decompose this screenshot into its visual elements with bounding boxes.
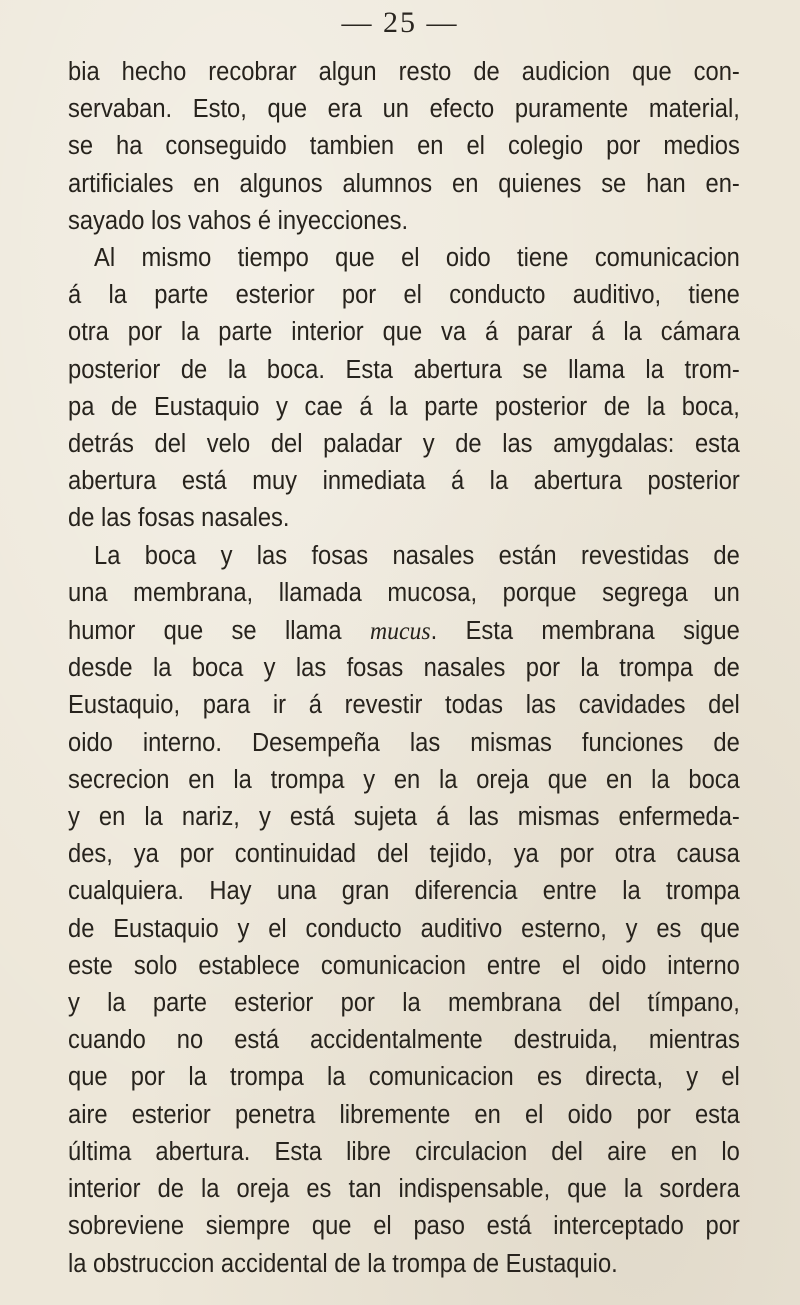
text-line: oido interno. Desempeña las mismas funciones de <box>68 728 740 757</box>
text-line: bia hecho recobrar algun resto de audicion que con- <box>68 58 740 86</box>
text-line: que por la trompa la comunicacion es directa, y el <box>68 1063 740 1092</box>
text-line: á la parte esterior por el conducto auditivo, tiene <box>68 281 740 310</box>
text-line: cualquiera. Hay una gran diferencia entre la trompa <box>68 877 740 906</box>
text-line: pa de Eustaquio y cae á la parte posterior de la boca, <box>68 392 740 421</box>
text-line: interior de la oreja es tan indispensable, que la sordera <box>68 1175 740 1204</box>
page-number: — 25 — <box>341 6 459 39</box>
text-line: este solo establece comunicacion entre el oido interno <box>68 951 740 980</box>
text-line: otra por la parte interior que va á parar á la cámara <box>68 318 740 347</box>
text-line: y la parte esterior por la membrana del tímpano, <box>68 989 740 1018</box>
text-line: detrás del velo del paladar y de las amygdalas: esta <box>68 430 740 459</box>
text-line: posterior de la boca. Esta abertura se llama la trom- <box>68 355 740 384</box>
text-line: secrecion en la trompa y en la oreja que en la boca <box>68 765 740 794</box>
text-line: La boca y las fosas nasales están revestidas de <box>94 541 740 570</box>
text-line: de las fosas nasales. <box>68 504 290 533</box>
text-line: aire esterior penetra libremente en el oido por esta <box>68 1100 740 1129</box>
text-line: Al mismo tiempo que el oido tiene comunicacion <box>94 244 740 273</box>
text-fragment: . Esta membrana sigue <box>430 617 740 646</box>
text-line: una membrana, llamada mucosa, porque segrega un <box>68 578 740 607</box>
text-line: cuando no está accidentalmente destruida, mientras <box>68 1026 740 1055</box>
text-line: sayado los vahos é inyecciones. <box>68 206 409 235</box>
italic-term: mucus <box>370 616 431 646</box>
text-line: de Eustaquio y el conducto auditivo esterno, y es que <box>68 914 740 943</box>
text-line: des, ya por continuidad del tejido, ya por otra causa <box>68 840 740 869</box>
text-line: artificiales en algunos alumnos en quienes se han en- <box>68 169 740 198</box>
text-line: y en la nariz, y está sujeta á las mismas enfermeda- <box>68 803 740 832</box>
text-line: servaban. Esto, que era un efecto puramente material, <box>68 95 740 124</box>
text-line: sobreviene siempre que el paso está interceptado por <box>68 1212 740 1241</box>
text-line: la obstruccion accidental de la trompa de Eustaquio. <box>68 1249 618 1278</box>
text-line: se ha conseguido tambien en el colegio por medios <box>68 132 740 161</box>
text-line: última abertura. Esta libre circulacion del aire en lo <box>68 1137 740 1166</box>
text-line: abertura está muy inmediata á la abertura posterior <box>68 467 740 496</box>
text-fragment: humor que se llama <box>68 617 371 646</box>
body-text <box>68 54 740 1283</box>
text-line: desde la boca y las fosas nasales por la trompa de <box>68 654 740 683</box>
text-line: Eustaquio, para ir á revestir todas las cavidades del <box>68 691 740 720</box>
text-line-with-italic <box>68 612 740 650</box>
